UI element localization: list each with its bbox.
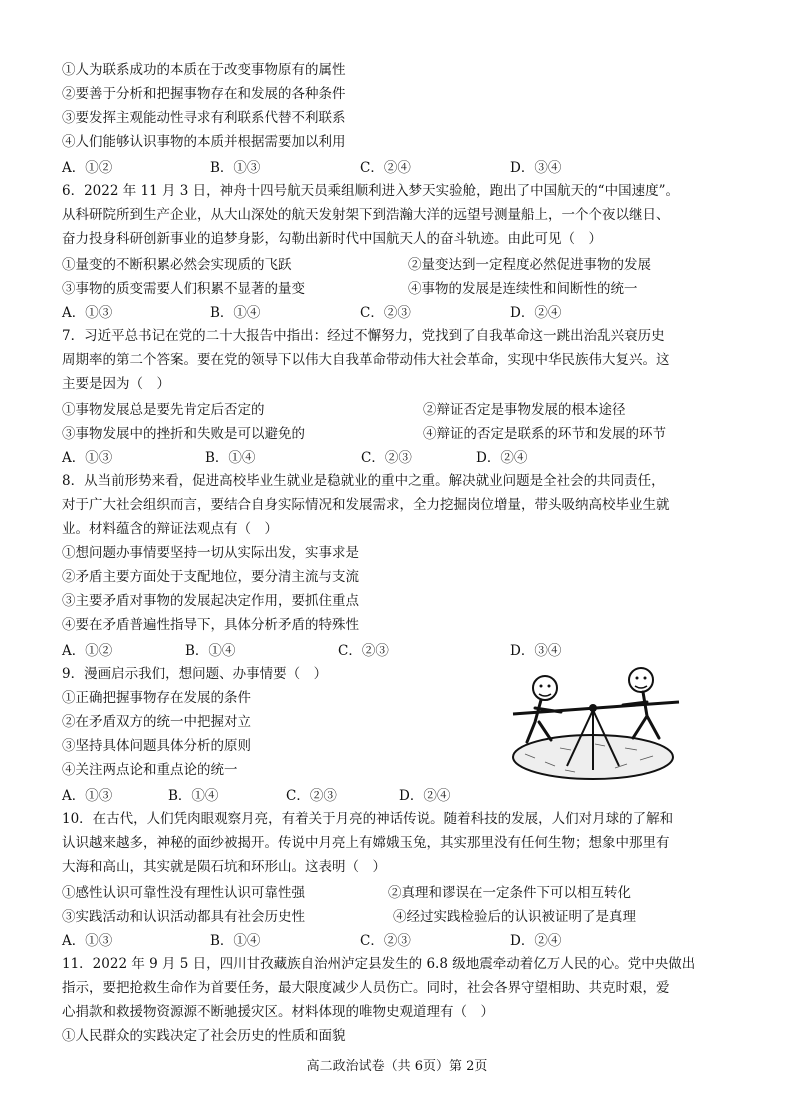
q5-item-4: ④人们能够认识事物的本质并根据需要加以利用 — [62, 134, 346, 150]
q7-option-b: B．①④ — [205, 450, 256, 466]
q6-option-d: D．②④ — [510, 305, 562, 321]
q6-text-3: 奋力投身科研创新事业的追梦身影，勾勒出新时代中国航天人的奋斗轨迹。由此可见（ ） — [62, 231, 602, 247]
q10-option-a: A．①③ — [62, 933, 113, 949]
q6-text-2: 从科研院所到生产企业，从大山深处的航天发射架下到浩瀚大洋的远望号测量船上，一个个夜以继日、 — [62, 207, 670, 223]
q9-option-d: D．②④ — [399, 788, 451, 804]
q6-item-3: ③事物的质变需要人们积累不显著的量变 — [62, 281, 305, 297]
q5-options — [62, 156, 742, 176]
q6-item-2: ②量变达到一定程度必然促进事物的发展 — [408, 257, 651, 273]
q8-text-3: 业。材料蕴含的辩证法观点有（ ） — [62, 521, 278, 537]
q8-option-d: D．③④ — [510, 643, 562, 659]
page-footer: 高二政治试卷（共 6页）第 2页 — [306, 1059, 488, 1074]
q10-text-1: 10．在古代，人们凭肉眼观察月亮，有着关于月亮的神话传说。随着科技的发展，人们对月球的了解和 — [62, 811, 674, 827]
q7-option-d: D．②④ — [476, 450, 528, 466]
q6-text-1: 6．2022 年 11 月 3 日，神舟十四号航天员乘组顺利进入梦天实验舱，跑出了中国航天的“中国速度”。 — [62, 183, 679, 199]
q8-option-b: B．①④ — [185, 643, 236, 659]
q10-item-4: ④经过实践检验后的认识被证明了是真理 — [393, 909, 636, 925]
q5-option-a: A．①② — [62, 160, 113, 176]
q11-text-1: 11．2022 年 9 月 5 日，四川甘孜藏族自治州泸定县发生的 6.8 级地震牵动着亿万人民的心。党中央做出 — [62, 956, 696, 972]
q10-item-3: ③实践活动和认识活动都具有社会历史性 — [62, 909, 305, 925]
q10-option-c: C．②③ — [360, 933, 411, 949]
q10-option-b: B．①④ — [210, 933, 261, 949]
q11-text-2: 指示，要把抢救生命作为首要任务，最大限度减少人员伤亡。同时，社会各界守望相助、共克时艰，爱 — [62, 980, 670, 996]
q9-options — [62, 784, 742, 804]
q5-item-1: ①人为联系成功的本质在于改变事物原有的属性 — [62, 62, 346, 78]
q6-options — [62, 301, 742, 321]
q7-text-1: 7．习近平总书记在党的二十大报告中指出：经过不懈努力，党找到了自我革命这一跳出治乱兴衰历史 — [62, 328, 665, 344]
q5-option-c: C．②④ — [360, 160, 411, 176]
q6-option-a: A．①③ — [62, 305, 113, 321]
q10-text-2: 认识越来越多，神秘的面纱被揭开。传说中月亮上有嫦娥玉兔，其实那里没有任何生物；想象中那里有 — [62, 835, 670, 851]
q9-option-c: C．②③ — [286, 788, 337, 804]
q10-item-1: ①感性认识可靠性没有理性认识可靠性强 — [62, 885, 305, 901]
q7-item-2: ②辩证否定是事物发展的根本途径 — [423, 402, 626, 418]
q9-item-4: ④关注两点论和重点论的统一 — [62, 762, 238, 778]
q7-item-1: ①事物发展总是要先肯定后否定的 — [62, 402, 265, 418]
q7-option-a: A．①③ — [62, 450, 113, 466]
q8-text-1: 8．从当前形势来看，促进高校毕业生就业是稳就业的重中之重。解决就业问题是全社会的共同责任， — [62, 473, 665, 489]
q9-item-3: ③坚持具体问题具体分析的原则 — [62, 738, 251, 754]
q10-option-d: D．②④ — [510, 933, 562, 949]
q7-text-2: 周期率的第二个答案。要在党的领导下以伟大自我革命带动伟大社会革命，实现中华民族伟大复兴。这 — [62, 352, 670, 368]
q9-option-a: A．①③ — [62, 788, 113, 804]
q7-text-3: 主要是因为（ ） — [62, 376, 170, 392]
q9-option-b: B．①④ — [168, 788, 219, 804]
q9-item-1: ①正确把握事物存在发展的条件 — [62, 690, 251, 706]
q8-item-4: ④要在矛盾普遍性指导下，具体分析矛盾的特殊性 — [62, 617, 359, 633]
q7-options — [62, 446, 742, 466]
q7-item-4: ④辩证的否定是联系的环节和发展的环节 — [423, 426, 666, 442]
q8-item-2: ②矛盾主要方面处于支配地位，要分清主流与支流 — [62, 569, 359, 585]
q8-option-c: C．②③ — [338, 643, 389, 659]
q10-item-2: ②真理和谬误在一定条件下可以相互转化 — [388, 885, 631, 901]
q5-item-2: ②要善于分析和把握事物存在和发展的各种条件 — [62, 86, 346, 102]
q10-text-3: 大海和高山，其实就是陨石坑和环形山。这表明（ ） — [62, 859, 386, 875]
q9-item-2: ②在矛盾双方的统一中把握对立 — [62, 714, 251, 730]
q7-item-3: ③事物发展中的挫折和失败是可以避免的 — [62, 426, 305, 442]
q6-option-b: B．①④ — [210, 305, 261, 321]
q5-option-b: B．①③ — [210, 160, 261, 176]
q9-text: 9．漫画启示我们，想问题、办事情要（ ） — [62, 666, 328, 682]
q10-options — [62, 929, 742, 949]
q11-item-1: ①人民群众的实践决定了社会历史的性质和面貌 — [62, 1028, 346, 1044]
q6-item-4: ④事物的发展是连续性和间断性的统一 — [408, 281, 638, 297]
q11-text-3: 心捐款和救援物资源源不断驰援灾区。材料体现的唯物史观道理有（ ） — [62, 1004, 494, 1020]
q8-text-2: 对于广大社会组织而言，要结合自身实际情况和发展需求，全力挖掘岗位增量，带头吸纳高校毕业生就 — [62, 497, 670, 513]
tug-of-war-cartoon — [505, 662, 685, 782]
q5-option-d: D．③④ — [510, 160, 562, 176]
q8-item-1: ①想问题办事情要坚持一切从实际出发，实事求是 — [62, 545, 359, 561]
q8-item-3: ③主要矛盾对事物的发展起决定作用，要抓住重点 — [62, 593, 359, 609]
q8-option-a: A．①② — [62, 643, 113, 659]
q8-options — [62, 639, 742, 659]
q5-item-3: ③要发挥主观能动性寻求有利联系代替不利联系 — [62, 110, 346, 126]
q6-option-c: C．②③ — [360, 305, 411, 321]
q7-option-c: C．②③ — [361, 450, 412, 466]
q6-item-1: ①量变的不断积累必然会实现质的飞跃 — [62, 257, 292, 273]
